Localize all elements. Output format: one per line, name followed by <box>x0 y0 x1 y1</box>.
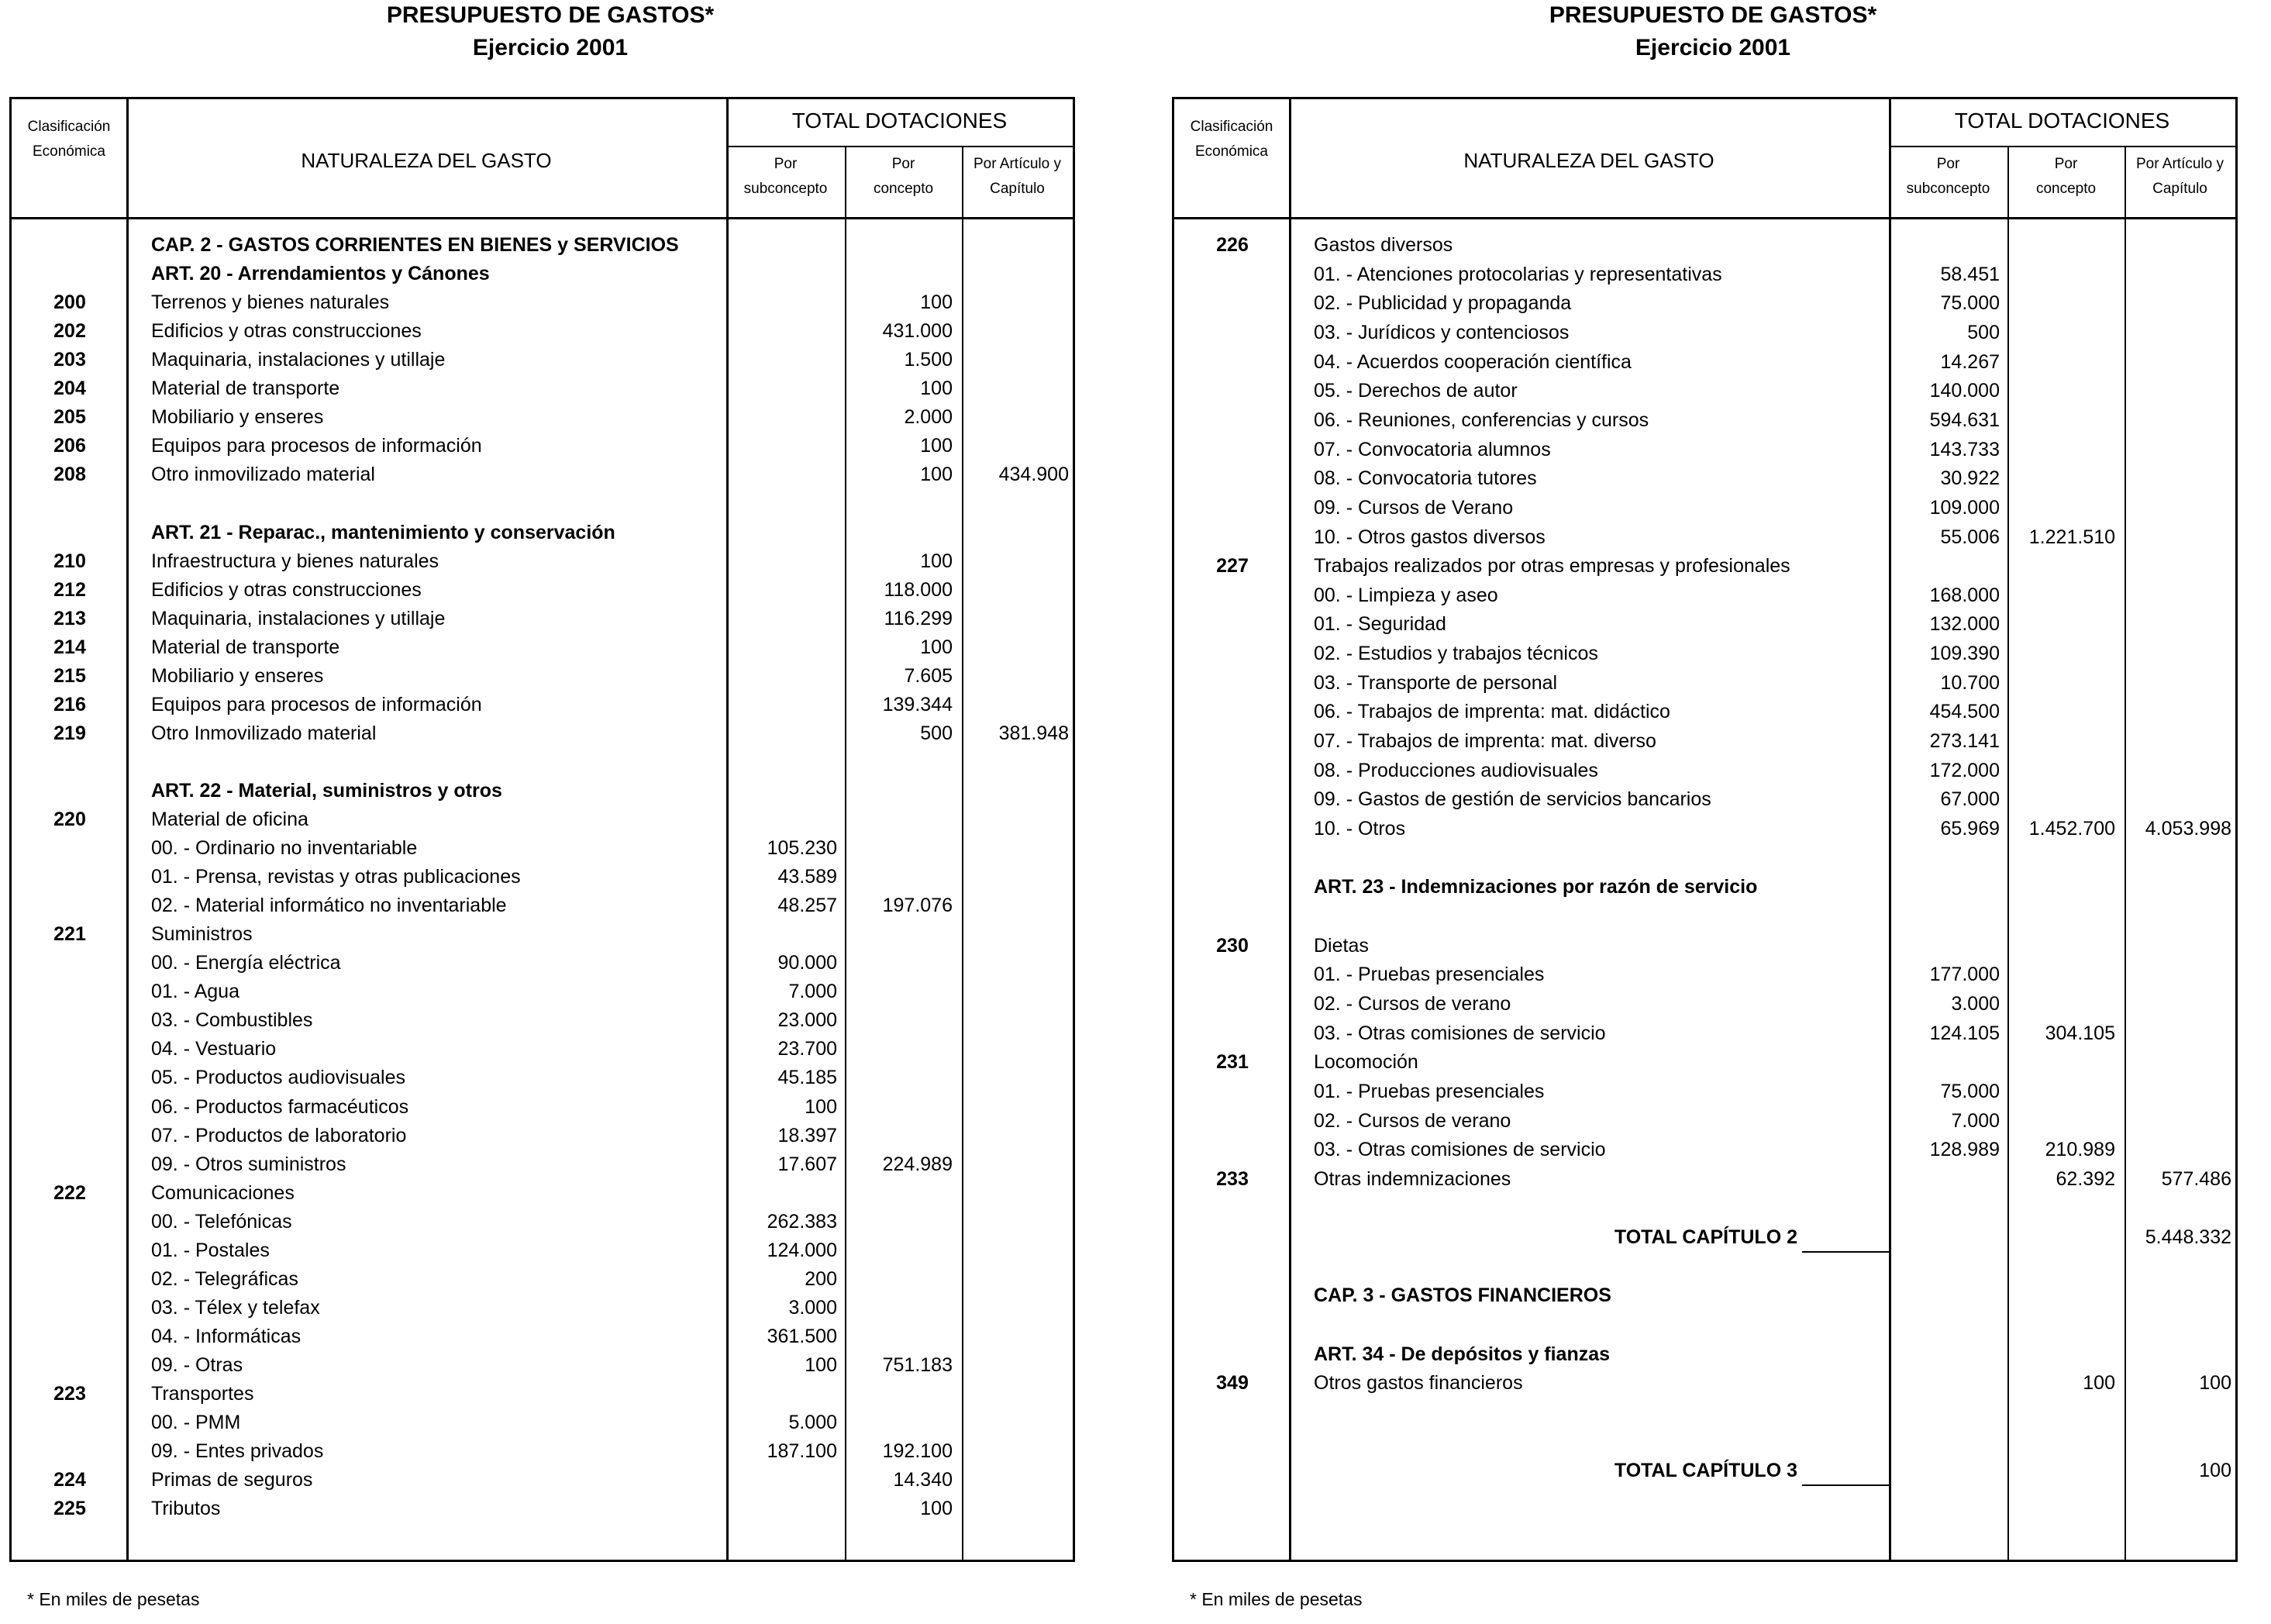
col-header-classification: Clasificación Económica <box>1190 119 1273 160</box>
table-row <box>12 1035 1073 1064</box>
expense-description: 07. - Productos de laboratorio <box>151 1124 407 1146</box>
budget-table <box>9 97 1075 1562</box>
expense-description: 06. - Trabajos de imprenta: mat. didáctico <box>1314 701 1670 723</box>
expense-description: Dietas <box>1314 934 1369 957</box>
table-row <box>12 920 1073 949</box>
header-bottom-rule <box>12 217 1073 219</box>
table-row <box>1174 932 2235 960</box>
amount-subconcept: 75.000 <box>1940 1080 2000 1102</box>
expense-description: Material de oficina <box>151 809 308 830</box>
col-header-total: TOTAL DOTACIONES <box>791 109 1008 133</box>
table-row <box>1174 610 2235 639</box>
expense-description: 03. - Otras comisiones de servicio <box>1314 1022 1606 1044</box>
table-row <box>1174 1369 2235 1398</box>
expense-description: 03. - Jurídicos y contenciosos <box>1314 321 1570 343</box>
amount-concept: 197.076 <box>882 895 953 917</box>
amount-concept: 100 <box>2083 1372 2115 1395</box>
table-row <box>1174 757 2235 785</box>
table-row <box>12 1437 1073 1466</box>
table-row <box>12 1122 1073 1150</box>
expense-description: Transportes <box>151 1383 254 1405</box>
expense-description: ART. 21 - Reparac., mantenimiento y conservación <box>151 521 615 543</box>
table-row <box>1174 464 2235 493</box>
table-row <box>1174 494 2235 522</box>
expense-description: ART. 23 - Indemnizaciones por razón de servicio <box>1314 876 1758 898</box>
amount-subconcept: 10.700 <box>1940 671 2000 694</box>
table-row <box>12 605 1073 633</box>
amount-subconcept: 45.185 <box>777 1067 837 1089</box>
expense-description: TOTAL CAPÍTULO 2 <box>1614 1226 1797 1249</box>
table-row <box>1174 990 2235 1019</box>
amount-concept: 1.500 <box>904 349 953 371</box>
table-row <box>1174 960 2235 989</box>
amount-subconcept: 594.631 <box>1929 409 2000 431</box>
economic-code: 204 <box>53 378 86 400</box>
economic-code: 214 <box>53 636 86 658</box>
expense-description: 01. - Agua <box>151 981 240 1003</box>
amount-subconcept: 5.000 <box>788 1412 837 1434</box>
amount-subconcept: 58.451 <box>1940 263 2000 285</box>
expense-description: 05. - Derechos de autor <box>1314 380 1518 402</box>
expense-description: 00. - Limpieza y aseo <box>1314 584 1498 606</box>
amount-subconcept: 30.922 <box>1940 467 2000 490</box>
expense-description: 09. - Otros suministros <box>151 1153 346 1175</box>
economic-code: 220 <box>53 809 86 830</box>
amount-concept: 431.000 <box>882 320 953 343</box>
header-divider <box>1889 146 2235 147</box>
col-header-nature: NATURALEZA DEL GASTO <box>1463 149 1714 172</box>
amount-subconcept: 109.000 <box>1929 496 2000 519</box>
table-row <box>12 432 1073 460</box>
amount-concept: 100 <box>920 550 953 572</box>
amount-concept: 100 <box>920 464 953 486</box>
table-row <box>1174 1077 2235 1106</box>
expense-description: Otros gastos financieros <box>1314 1372 1523 1395</box>
amount-subconcept: 3.000 <box>788 1296 837 1319</box>
table-row <box>12 547 1073 576</box>
amount-subconcept: 262.383 <box>767 1210 837 1233</box>
table-row <box>1174 1281 2235 1310</box>
table-row <box>12 288 1073 317</box>
table-row <box>12 1064 1073 1092</box>
amount-subconcept: 100 <box>805 1353 837 1376</box>
table-row <box>12 576 1073 605</box>
table-row <box>12 1380 1073 1409</box>
amount-subconcept: 7.000 <box>1951 1109 2000 1132</box>
amount-concept: 304.105 <box>2045 1022 2115 1044</box>
table-row <box>12 777 1073 805</box>
amount-subconcept: 168.000 <box>1929 584 2000 606</box>
table-row <box>1174 1194 2235 1222</box>
economic-code: 222 <box>53 1181 86 1204</box>
amount-subconcept: 17.607 <box>777 1153 837 1175</box>
table-row <box>1174 523 2235 552</box>
expense-description: Equipos para procesos de información <box>151 435 482 457</box>
table-row <box>1174 436 2235 464</box>
amount-article: 5.448.332 <box>2145 1226 2231 1249</box>
table-row <box>1174 231 2235 260</box>
table-row <box>12 891 1073 920</box>
expense-description: 09. - Otras <box>151 1353 243 1376</box>
economic-code: 208 <box>53 464 86 486</box>
amount-concept: 62.392 <box>2056 1167 2115 1190</box>
amount-article: 100 <box>2199 1460 2231 1482</box>
expense-description: 09. - Gastos de gestión de servicios bancarios <box>1314 788 1711 811</box>
economic-code: 230 <box>1216 934 1249 957</box>
page-title: PRESUPUESTO DE GASTOS* <box>386 2 715 28</box>
economic-code: 202 <box>53 320 86 343</box>
expense-description: 02. - Estudios y trabajos técnicos <box>1314 643 1598 665</box>
amount-subconcept: 7.000 <box>788 981 837 1003</box>
expense-description: 10. - Otros <box>1314 818 1406 840</box>
amount-subconcept: 14.267 <box>1940 350 2000 373</box>
expense-description: Otro Inmovilizado material <box>151 722 377 744</box>
col-header-subconcept: Por subconcepto <box>1906 156 1990 197</box>
table-row <box>1174 1136 2235 1164</box>
expense-description: 01. - Seguridad <box>1314 613 1446 636</box>
expense-description: Mobiliario y enseres <box>151 664 324 687</box>
budget-page-right <box>1170 0 2271 1624</box>
table-row <box>1174 727 2235 756</box>
economic-code: 233 <box>1216 1167 1249 1190</box>
amount-concept: 751.183 <box>882 1353 953 1376</box>
expense-description: ART. 22 - Material, suministros y otros <box>151 779 502 802</box>
amount-subconcept: 124.000 <box>767 1239 837 1261</box>
amount-concept: 500 <box>920 722 953 744</box>
economic-code: 231 <box>1216 1051 1249 1074</box>
expense-description: 03. - Télex y telefax <box>151 1296 320 1319</box>
table-row <box>12 1150 1073 1179</box>
header-bottom-rule <box>1174 217 2235 219</box>
amount-subconcept: 48.257 <box>777 895 837 917</box>
expense-description: CAP. 3 - GASTOS FINANCIEROS <box>1314 1284 1611 1307</box>
amount-article: 4.053.998 <box>2145 818 2231 840</box>
table-row <box>1174 581 2235 610</box>
table-row <box>1174 1019 2235 1048</box>
expense-description: 04. - Acuerdos cooperación científica <box>1314 350 1632 373</box>
expense-description: 03. - Combustibles <box>151 1009 313 1032</box>
table-row <box>12 691 1073 719</box>
amount-article: 577.486 <box>2161 1167 2231 1190</box>
expense-description: Gastos diversos <box>1314 234 1453 256</box>
expense-description: 05. - Productos audiovisuales <box>151 1067 405 1089</box>
expense-description: Terrenos y bienes naturales <box>151 291 390 314</box>
table-row <box>1174 1048 2235 1077</box>
economic-code: 219 <box>53 722 86 744</box>
amount-article: 381.948 <box>998 722 1069 744</box>
expense-description: 00. - PMM <box>151 1412 241 1434</box>
expense-description: Equipos para procesos de información <box>151 693 482 715</box>
table-row <box>1174 873 2235 902</box>
expense-description: 08. - Convocatoria tutores <box>1314 467 1537 490</box>
amount-subconcept: 3.000 <box>1951 992 2000 1015</box>
amount-subconcept: 273.141 <box>1929 730 2000 753</box>
table-row <box>12 460 1073 489</box>
table-row <box>1174 640 2235 668</box>
amount-subconcept: 128.989 <box>1929 1139 2000 1161</box>
amount-subconcept: 23.700 <box>777 1038 837 1060</box>
economic-code: 224 <box>53 1469 86 1491</box>
expense-description: ART. 34 - De depósitos y fianzas <box>1314 1343 1611 1365</box>
table-row <box>12 1466 1073 1495</box>
amount-concept: 100 <box>920 636 953 658</box>
table-row <box>12 260 1073 288</box>
economic-code: 200 <box>53 291 86 314</box>
expense-description: 04. - Informáticas <box>151 1325 302 1347</box>
amount-concept: 1.452.700 <box>2028 818 2115 840</box>
expense-description: CAP. 2 - GASTOS CORRIENTES EN BIENES y SERVICIOS <box>151 234 679 256</box>
expense-description: 10. - Otros gastos diversos <box>1314 526 1546 548</box>
table-row <box>12 949 1073 978</box>
table-row <box>1174 902 2235 931</box>
table-row <box>1174 377 2235 405</box>
amount-concept: 224.989 <box>882 1153 953 1175</box>
expense-description: 01. - Pruebas presenciales <box>1314 1080 1545 1102</box>
table-row <box>1174 1223 2235 1252</box>
table-row <box>1174 1428 2235 1457</box>
header-divider <box>726 146 1073 147</box>
economic-code: 225 <box>53 1498 86 1520</box>
expense-description: Material de transporte <box>151 378 340 400</box>
table-row <box>12 1495 1073 1523</box>
table-row <box>12 403 1073 432</box>
table-row <box>1174 406 2235 435</box>
footnote: * En miles de pesetas <box>27 1589 200 1609</box>
table-row <box>12 1351 1073 1380</box>
expense-description: 02. - Telegráficas <box>151 1267 298 1290</box>
table-row <box>12 805 1073 834</box>
table-row <box>1174 1311 2235 1340</box>
col-header-article: Por Artículo y Capítulo <box>2136 156 2224 197</box>
economic-code: 226 <box>1216 234 1249 256</box>
col-header-concept: Por concepto <box>873 156 934 197</box>
table-row <box>12 863 1073 891</box>
economic-code: 223 <box>53 1383 86 1405</box>
expense-description: Suministros <box>151 923 253 946</box>
amount-concept: 7.605 <box>904 664 953 687</box>
table-row <box>12 662 1073 691</box>
table-row <box>1174 785 2235 814</box>
amount-subconcept: 75.000 <box>1940 292 2000 315</box>
table-row <box>12 719 1073 748</box>
expense-description: 07. - Convocatoria alumnos <box>1314 438 1551 460</box>
expense-description: 07. - Trabajos de imprenta: mat. diverso <box>1314 730 1656 753</box>
amount-subconcept: 18.397 <box>777 1124 837 1146</box>
amount-article: 100 <box>2199 1372 2231 1395</box>
table-row <box>12 1179 1073 1208</box>
table-row <box>12 978 1073 1006</box>
table-row <box>12 231 1073 260</box>
budget-page-left <box>8 0 1139 1624</box>
table-row <box>1174 1107 2235 1136</box>
table-row <box>12 1208 1073 1236</box>
expense-description: 03. - Otras comisiones de servicio <box>1314 1139 1606 1161</box>
table-row <box>12 748 1073 777</box>
table-row <box>12 1093 1073 1122</box>
amount-concept: 14.340 <box>893 1469 953 1491</box>
expense-description: Infraestructura y bienes naturales <box>151 550 439 572</box>
amount-subconcept: 177.000 <box>1929 964 2000 986</box>
amount-subconcept: 187.100 <box>767 1440 837 1463</box>
economic-code: 210 <box>53 550 86 572</box>
amount-concept: 100 <box>920 1498 953 1520</box>
col-header-concept: Por concepto <box>2035 156 2097 197</box>
amount-subconcept: 100 <box>805 1095 837 1118</box>
expense-description: Edificios y otras construcciones <box>151 320 422 343</box>
expense-description: Primas de seguros <box>151 1469 313 1491</box>
expense-description: Maquinaria, instalaciones y utillaje <box>151 607 446 629</box>
expense-description: Comunicaciones <box>151 1181 295 1204</box>
economic-code: 212 <box>53 578 86 601</box>
amount-subconcept: 140.000 <box>1929 380 2000 402</box>
expense-description: Edificios y otras construcciones <box>151 578 422 601</box>
expense-description: 01. - Pruebas presenciales <box>1314 964 1545 986</box>
amount-subconcept: 109.390 <box>1929 643 2000 665</box>
amount-subconcept: 454.500 <box>1929 701 2000 723</box>
table-row <box>1174 698 2235 726</box>
expense-description: 06. - Reuniones, conferencias y cursos <box>1314 409 1649 431</box>
amount-concept: 100 <box>920 291 953 314</box>
table-row <box>1174 1457 2235 1485</box>
table-row <box>12 1409 1073 1437</box>
expense-description: 08. - Producciones audiovisuales <box>1314 759 1598 781</box>
expense-description: Mobiliario y enseres <box>151 406 324 429</box>
expense-description: 09. - Entes privados <box>151 1440 324 1463</box>
page-subtitle: Ejercicio 2001 <box>472 35 629 60</box>
table-row <box>1174 1253 2235 1281</box>
table-row <box>12 374 1073 403</box>
amount-subconcept: 105.230 <box>767 837 837 860</box>
amount-subconcept: 361.500 <box>767 1325 837 1347</box>
amount-concept: 118.000 <box>884 578 953 601</box>
expense-description: 06. - Productos farmacéuticos <box>151 1095 409 1118</box>
expense-description: Material de transporte <box>151 636 340 658</box>
economic-code: 205 <box>53 406 86 429</box>
amount-subconcept: 500 <box>1967 321 2000 343</box>
col-header-nature: NATURALEZA DEL GASTO <box>301 149 552 172</box>
economic-code: 206 <box>53 435 86 457</box>
amount-concept: 210.989 <box>2045 1139 2115 1161</box>
amount-subconcept: 23.000 <box>777 1009 837 1032</box>
table-row <box>12 1265 1073 1294</box>
table-row <box>1174 348 2235 377</box>
total-underline <box>1802 1484 1889 1486</box>
expense-description: Maquinaria, instalaciones y utillaje <box>151 349 446 371</box>
expense-description: 04. - Vestuario <box>151 1038 277 1060</box>
table-row <box>12 1236 1073 1265</box>
amount-concept: 192.100 <box>882 1440 953 1463</box>
table-row <box>1174 1165 2235 1194</box>
page-title: PRESUPUESTO DE GASTOS* <box>1549 2 1877 28</box>
table-row <box>1174 844 2235 873</box>
expense-description: Locomoción <box>1314 1051 1418 1074</box>
table-row <box>12 1294 1073 1322</box>
table-row <box>12 1006 1073 1035</box>
table-row <box>12 346 1073 374</box>
amount-subconcept: 200 <box>805 1267 837 1290</box>
expense-description: 09. - Cursos de Verano <box>1314 496 1514 519</box>
amount-concept: 139.344 <box>882 693 953 715</box>
budget-table <box>1172 97 2238 1562</box>
amount-article: 434.900 <box>998 464 1069 486</box>
amount-subconcept: 55.006 <box>1940 526 2000 548</box>
table-row <box>1174 319 2235 347</box>
expense-description: Trabajos realizados por otras empresas y profesionales <box>1314 555 1790 578</box>
amount-subconcept: 124.105 <box>1929 1022 2000 1044</box>
amount-concept: 1.221.510 <box>2028 526 2115 548</box>
economic-code: 213 <box>53 607 86 629</box>
amount-subconcept: 172.000 <box>1929 759 2000 781</box>
economic-code: 227 <box>1216 555 1249 578</box>
table-row <box>1174 260 2235 289</box>
page-subtitle: Ejercicio 2001 <box>1635 35 1791 60</box>
amount-subconcept: 65.969 <box>1940 818 2000 840</box>
expense-description: 02. - Material informático no inventariable <box>151 895 507 917</box>
footnote: * En miles de pesetas <box>1190 1589 1363 1609</box>
expense-description: 02. - Publicidad y propaganda <box>1314 292 1572 315</box>
economic-code: 216 <box>53 693 86 715</box>
expense-description: 02. - Cursos de verano <box>1314 1109 1511 1132</box>
amount-subconcept: 132.000 <box>1929 613 2000 636</box>
expense-description: 00. - Telefónicas <box>151 1210 292 1233</box>
table-row <box>1174 815 2235 843</box>
expense-description: 00. - Energía eléctrica <box>151 952 341 974</box>
table-row <box>1174 1340 2235 1369</box>
table-row <box>12 834 1073 863</box>
table-row <box>12 633 1073 662</box>
amount-concept: 2.000 <box>904 406 953 429</box>
economic-code: 203 <box>53 349 86 371</box>
table-row <box>12 519 1073 547</box>
col-header-article: Por Artículo y Capítulo <box>974 156 1061 197</box>
amount-subconcept: 67.000 <box>1940 788 2000 811</box>
amount-concept: 116.299 <box>884 607 953 629</box>
amount-subconcept: 43.589 <box>777 866 837 888</box>
economic-code: 349 <box>1216 1372 1249 1395</box>
expense-description: 01. - Atenciones protocolarias y representativas <box>1314 263 1722 285</box>
amount-subconcept: 143.733 <box>1929 438 2000 460</box>
col-header-subconcept: Por subconcepto <box>743 156 828 197</box>
expense-description: 01. - Prensa, revistas y otras publicaciones <box>151 866 521 888</box>
table-row <box>12 1322 1073 1351</box>
table-row <box>1174 669 2235 698</box>
table-row <box>1174 289 2235 318</box>
expense-description: Otro inmovilizado material <box>151 464 375 486</box>
expense-description: 00. - Ordinario no inventariable <box>151 837 418 860</box>
expense-description: 03. - Transporte de personal <box>1314 671 1558 694</box>
amount-concept: 100 <box>920 435 953 457</box>
amount-concept: 100 <box>920 378 953 400</box>
expense-description: Otras indemnizaciones <box>1314 1167 1511 1190</box>
table-row <box>12 317 1073 346</box>
col-header-total: TOTAL DOTACIONES <box>1954 109 2170 133</box>
expense-description: ART. 20 - Arrendamientos y Cánones <box>151 263 490 285</box>
expense-description: Tributos <box>151 1498 221 1520</box>
table-row <box>1174 1398 2235 1427</box>
table-row <box>12 489 1073 518</box>
expense-description: 02. - Cursos de verano <box>1314 992 1511 1015</box>
table-row <box>1174 552 2235 581</box>
expense-description: 01. - Postales <box>151 1239 270 1261</box>
economic-code: 215 <box>53 664 86 687</box>
amount-subconcept: 90.000 <box>777 952 837 974</box>
col-header-classification: Clasificación Económica <box>27 119 111 160</box>
economic-code: 221 <box>53 923 86 946</box>
expense-description: TOTAL CAPÍTULO 3 <box>1614 1460 1797 1482</box>
